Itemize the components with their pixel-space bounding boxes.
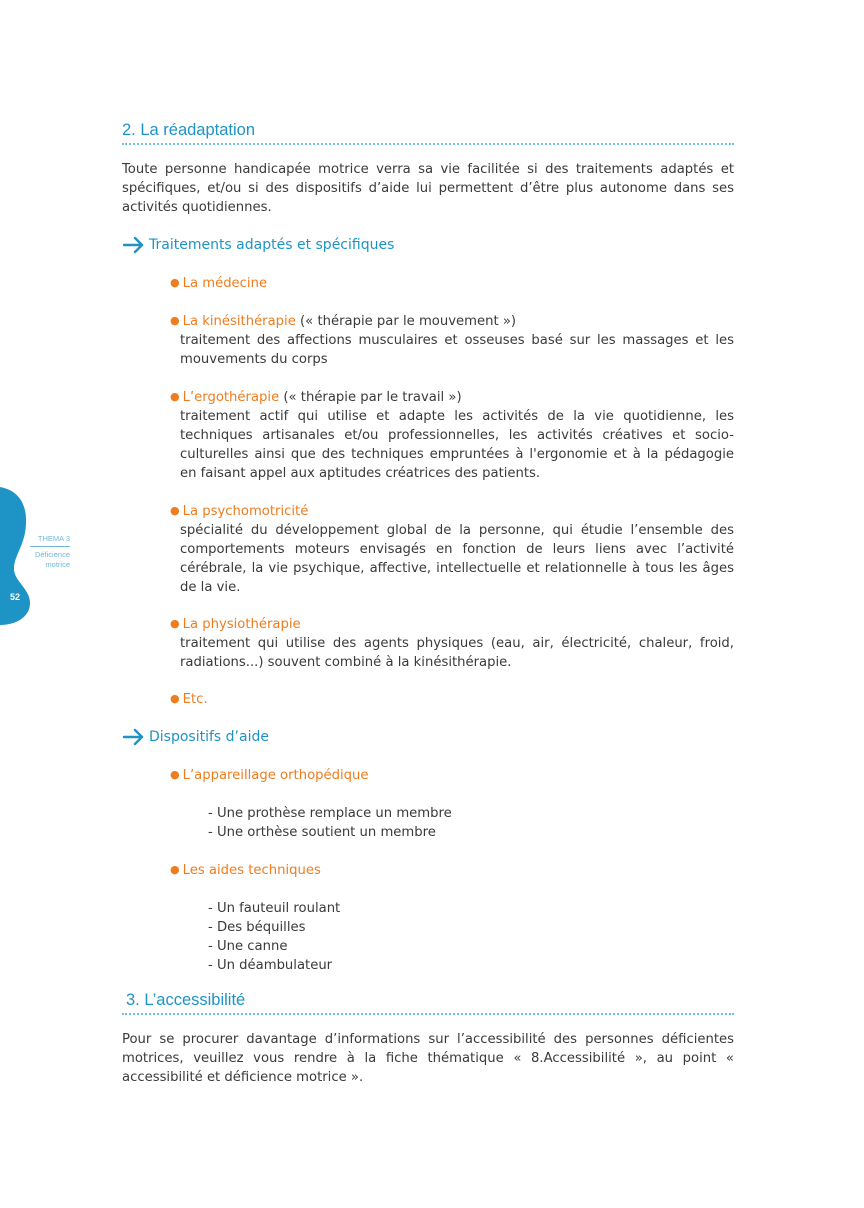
treatment-label: La physiothérapie	[182, 617, 301, 632]
bullet-icon: ●	[170, 692, 180, 705]
aid-subitem: - Une canne	[208, 939, 288, 954]
aids-heading	[122, 726, 269, 748]
treatment-label: La médecine	[182, 276, 268, 291]
treatment-label: La kinésithérapie	[182, 314, 296, 329]
bullet-icon: ●	[170, 390, 180, 403]
page-number: 52	[9, 592, 20, 602]
aid-item-orthopedic	[170, 766, 734, 785]
arrow-right-icon	[122, 236, 146, 254]
bullet-icon: ●	[170, 617, 180, 630]
subject-label-line2: motrice	[45, 560, 70, 569]
treatment-item-kinesitherapie	[170, 312, 734, 369]
side-tab-shape	[0, 487, 30, 625]
aid-item-technical	[170, 861, 734, 880]
treatment-label: La psychomotricité	[182, 504, 309, 519]
treatment-extra: (« thérapie par le mouvement »)	[295, 314, 517, 329]
accessibility-paragraph: Pour se procurer davantage d’informations sur l’accessibilité des personnes déficientes motrices, veuillez vous rendre à la fiche thématique « 8.Accessibilité », au point « accessibilité et déficience motrice ».	[122, 1032, 734, 1085]
treatments-heading-label: Traitements adaptés et spécifiques	[149, 237, 395, 253]
treatment-description: traitement qui utilise des agents physiques (eau, air, électricité, chaleur, froid, radiations...) souvent combiné à la kinésithérapie.	[180, 636, 734, 670]
section-title-readaptation: 2. La réadaptation	[122, 121, 734, 145]
aid-subitem: - Un fauteuil roulant	[208, 901, 341, 916]
treatment-description: spécialité du développement global de la personne, qui étudie l’ensemble des comportements moteurs envisagés en fonction de leurs liens avec l’activité cérébrale, la vie psychique, affective, intellectuelle et relationnelle à tous les âges de la vie.	[180, 523, 734, 595]
treatment-description: traitement des affections musculaires et osseuses basé sur les massages et les mouvements du corps	[180, 333, 734, 367]
treatment-label: L’ergothérapie	[182, 390, 280, 405]
bullet-icon: ●	[170, 768, 180, 781]
thema-divider	[30, 546, 70, 547]
bullet-icon: ●	[170, 276, 180, 289]
treatment-item-ergotherapie	[170, 388, 734, 483]
treatment-item-medecine	[170, 274, 734, 293]
treatment-extra: (« thérapie par le travail »)	[279, 390, 462, 405]
aid-label: L’appareillage orthopédique	[182, 768, 369, 783]
treatments-heading	[122, 234, 394, 256]
bullet-icon: ●	[170, 504, 180, 517]
treatment-description: traitement actif qui utilise et adapte les activités de la vie quotidienne, les techniques artisanales et/ou professionnelles, les activités créatives et socio-culturelles ainsi que des techniques empruntées à l'ergonomie et à la pédagogie en faisant appel aux aptitudes créatrices des patients.	[180, 409, 734, 481]
aid-subitem: - Un déambulateur	[208, 958, 333, 973]
intro-paragraph: Toute personne handicapée motrice verra sa vie facilitée si des traitements adaptés et spécifiques, et/ou si des dispositifs d’aide lui permettent d’être plus autonome dans ses activités quotidiennes.	[122, 162, 734, 215]
aid-label: Les aides techniques	[182, 863, 321, 878]
subject-label-line1: Déficience	[34, 550, 70, 559]
aids-heading-label: Dispositifs d’aide	[149, 729, 269, 745]
aid-subitem: - Une orthèse soutient un membre	[208, 825, 436, 840]
section-title-accessibilite: 3. L’accessibilité	[122, 991, 734, 1015]
bullet-icon: ●	[170, 863, 180, 876]
treatment-item-etc	[170, 690, 734, 709]
aid-subitem: - Une prothèse remplace un membre	[208, 806, 452, 821]
treatment-label: Etc.	[182, 692, 208, 707]
treatment-item-psychomotricite	[170, 502, 734, 597]
arrow-right-icon	[122, 728, 146, 746]
thema-label: THEMA 3	[37, 534, 70, 543]
aid-subitem: - Des béquilles	[208, 920, 306, 935]
bullet-icon: ●	[170, 314, 180, 327]
treatment-item-physiotherapie	[170, 615, 734, 672]
